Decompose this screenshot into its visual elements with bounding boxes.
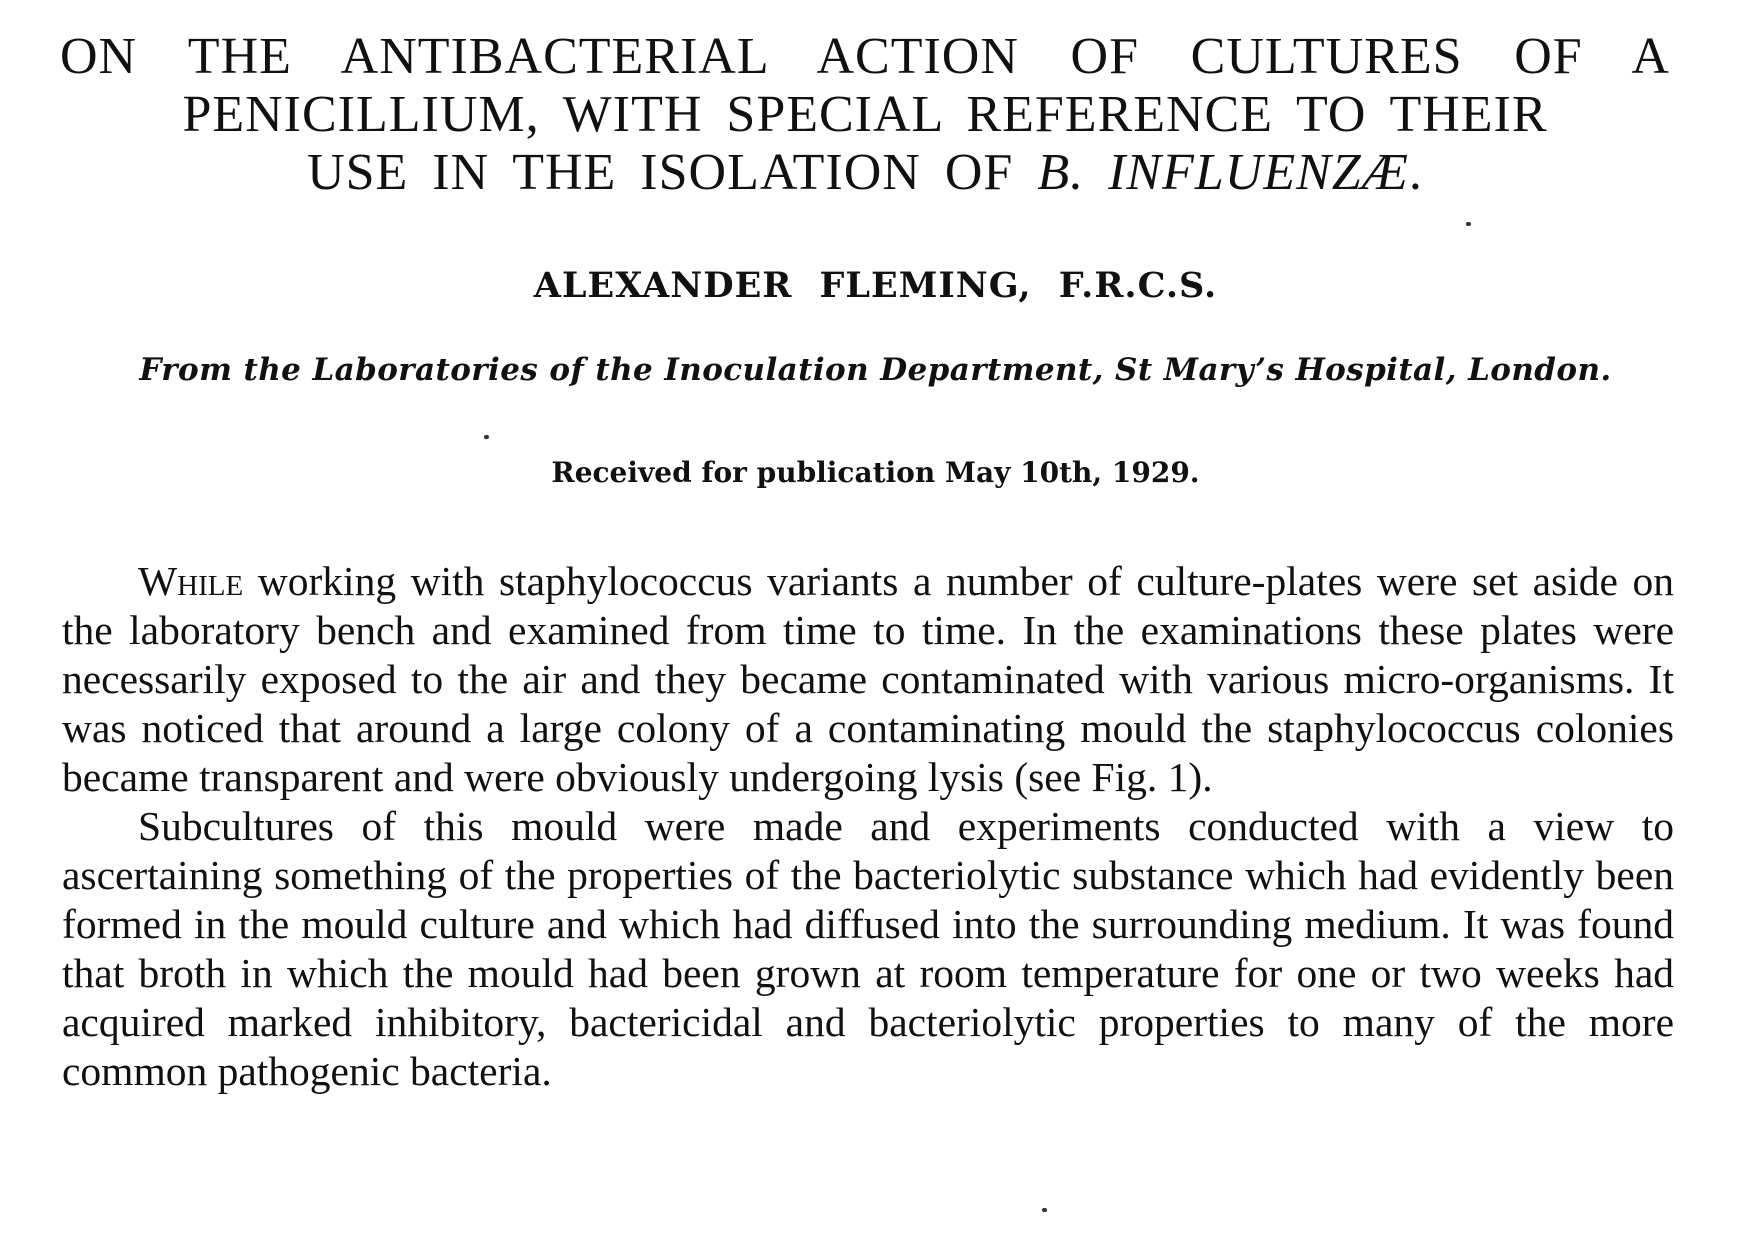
article-body: [62, 557, 1674, 1096]
print-speck: [1466, 222, 1471, 226]
print-speck: [1042, 1208, 1047, 1212]
title-line-3: [60, 144, 1670, 202]
affiliation: From the Laboratories of the Inoculation Department, St Mary’s Hospital, London.: [139, 352, 1612, 388]
organism-name: B. INFLUENZÆ: [1037, 144, 1409, 201]
author-byline: ALEXANDER FLEMING, F.R.C.S.: [533, 265, 1218, 306]
title-line-3-suffix: .: [1408, 144, 1423, 201]
received-date: Received for publication May 10th, 1929.: [551, 456, 1200, 489]
title-line-3-prefix: USE IN THE ISOLATION OF: [307, 144, 1038, 201]
title-line-1: ON THE ANTIBACTERIAL ACTION OF CULTURES OF A: [60, 28, 1670, 85]
paragraph-2-text: Subcultures of this mould were made and experiments conducted with a view to ascertaining something of the properties of the bacteriolytic substance which had evidently been formed in the mould culture and which had diffused into the surrounding medium. It was found that broth in which the mould had been grown at room temperature for one or two weeks had acquired marked inhibitory, bactericidal and bacteriolytic properties to many of the more common pathogenic bacteria.: [62, 803, 1674, 1094]
paragraph-1: [62, 557, 1674, 802]
paragraph-1-text: working with staphylococcus variants a number of culture-plates were set aside on the laboratory bench and examined from time to time. In the examinations these plates were necessarily exposed to the air and they became contaminated with various micro-organisms. It was noticed that around a large colony of a contaminating mould the staphylococcus colonies became transparent and were obviously undergoing lysis (see Fig. 1).: [62, 558, 1674, 800]
opening-word: While: [138, 558, 244, 604]
paragraph-2: [62, 802, 1674, 1096]
article-title: [60, 28, 1670, 202]
title-line-2: PENICILLIUM, WITH SPECIAL REFERENCE TO THEIR: [182, 86, 1548, 143]
print-speck: [484, 435, 489, 439]
